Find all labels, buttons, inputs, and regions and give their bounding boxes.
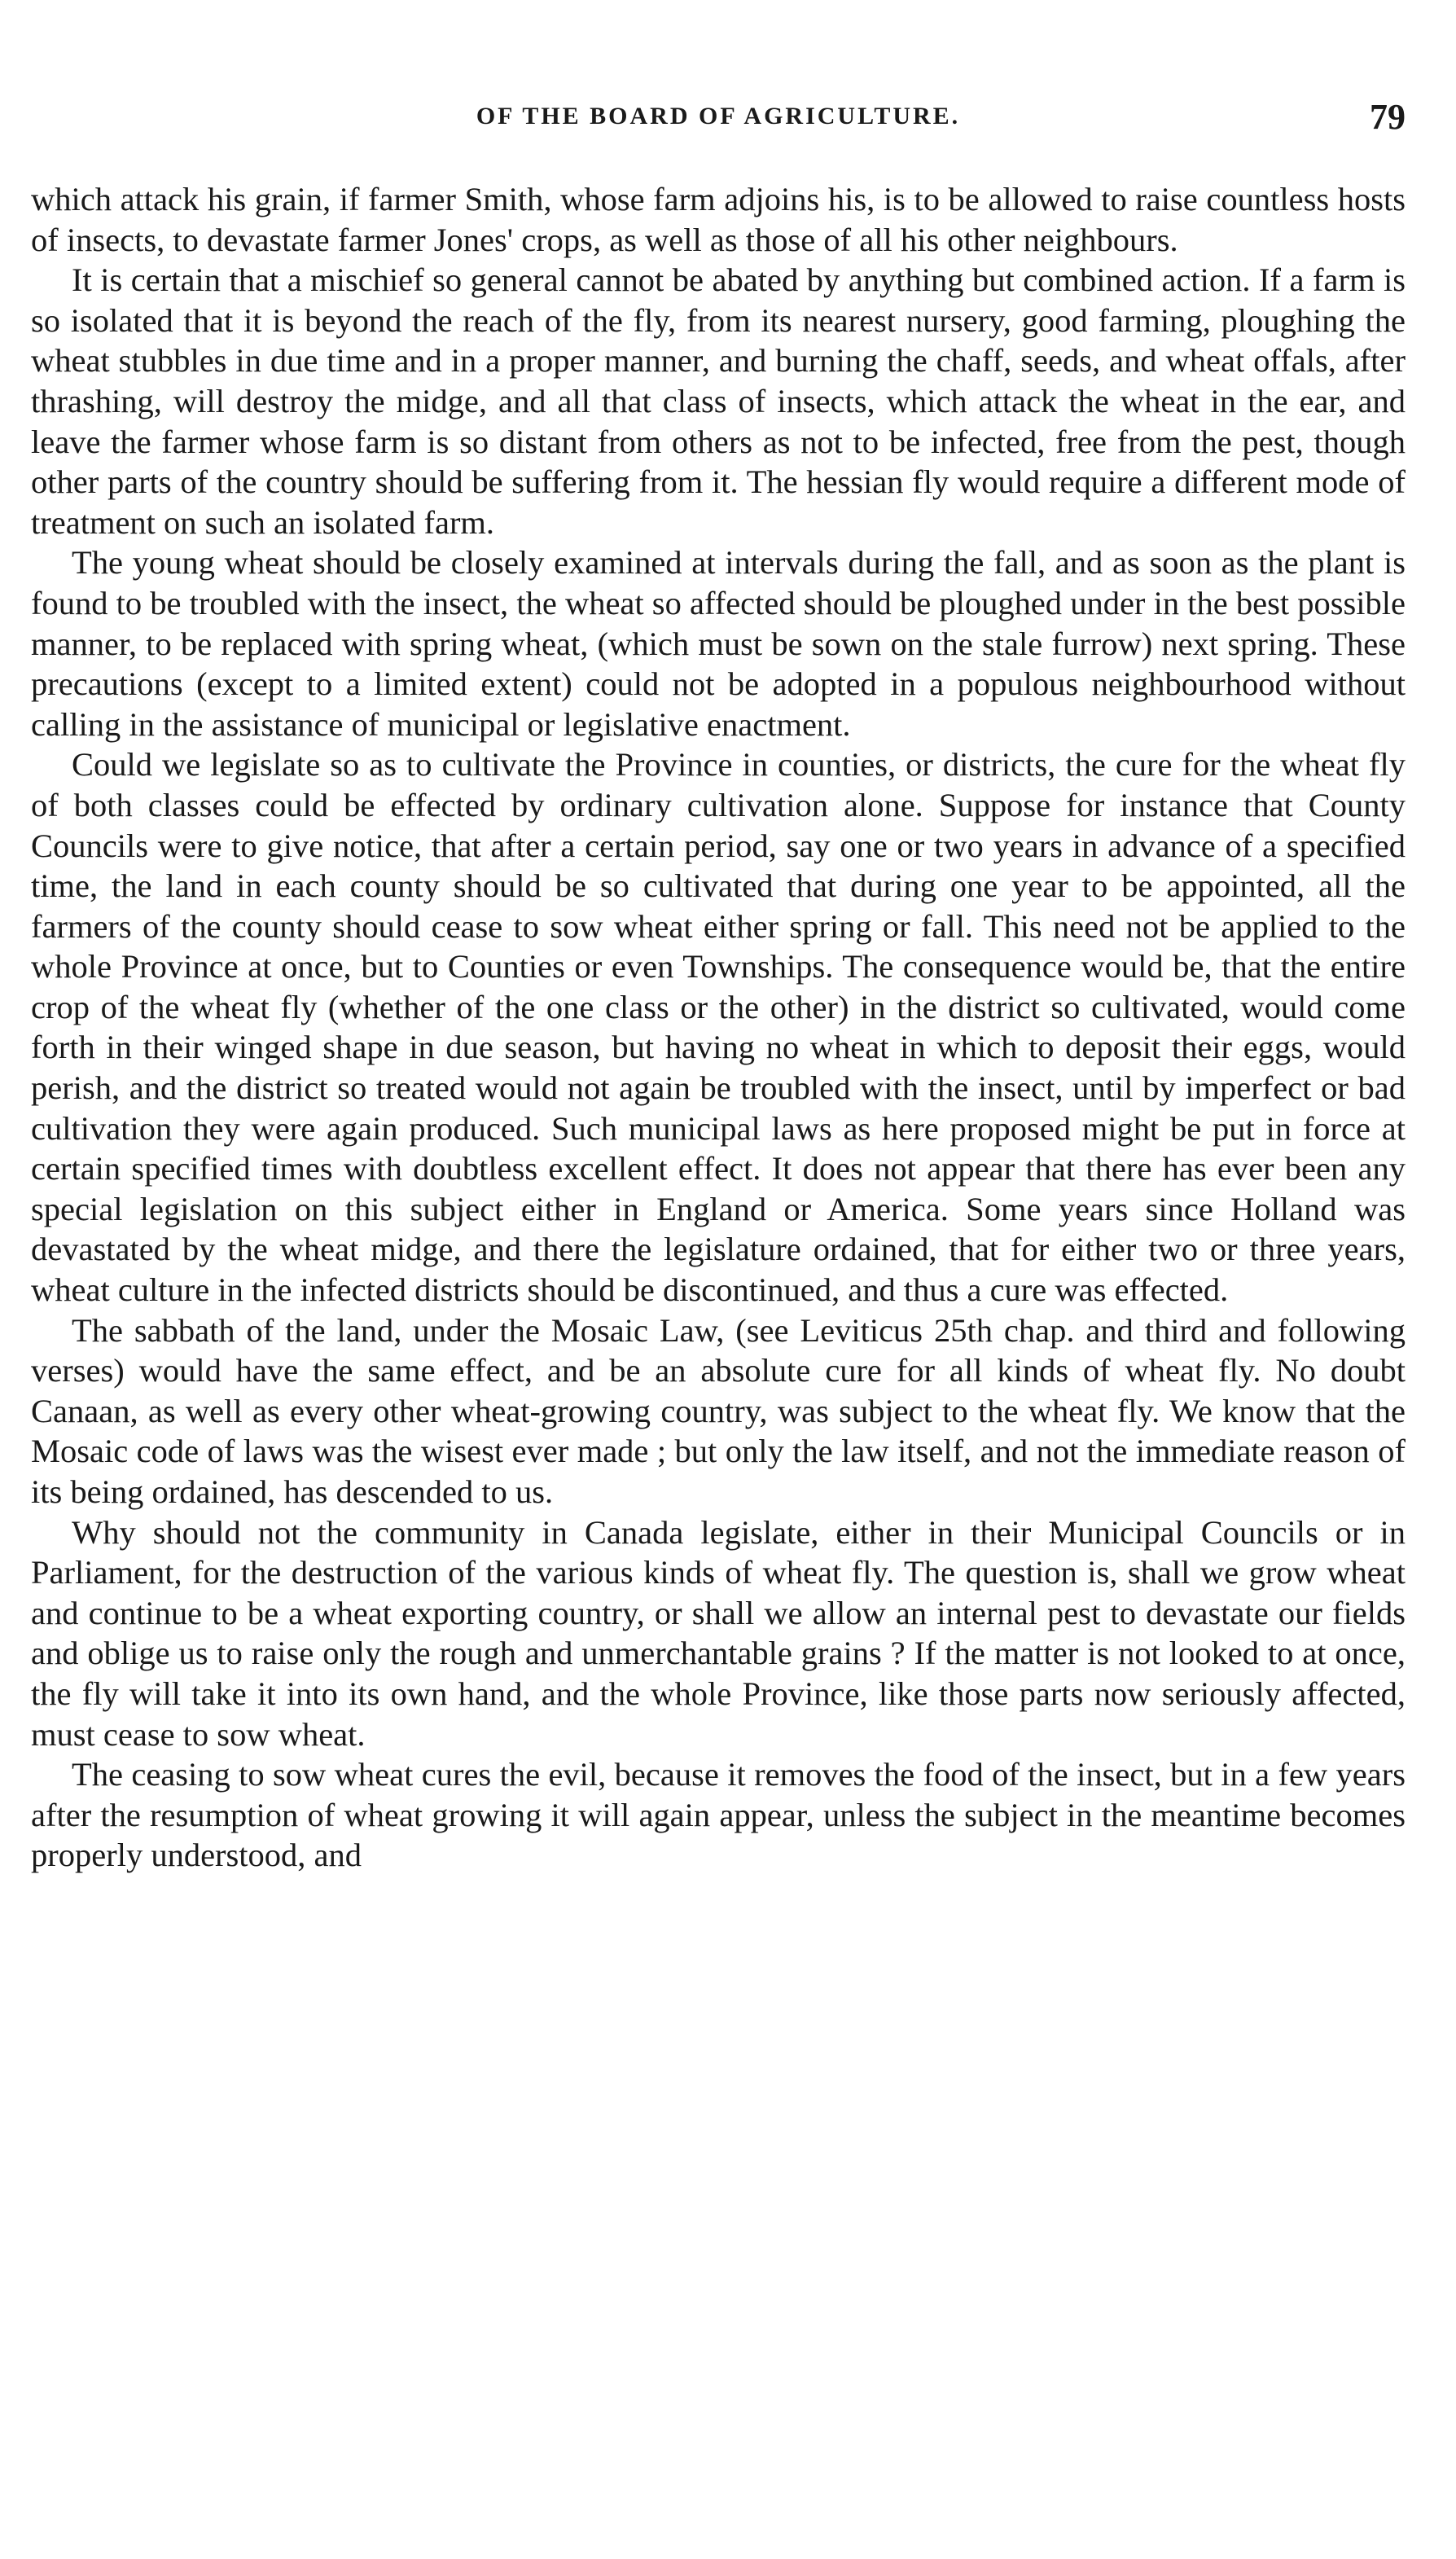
paragraph: Could we legislate so as to cultivate the Province in counties, or districts, the cure for the wheat fly of both classes could be effected by ordinary cultivation alone. Suppose for instance that County Councils were to give notice, that after a certain period, say one or two years in advance of a specified time, the land in each county should be so cultivated that during one year to be appointed, all the farmers of the county should cease to sow wheat either spring or fall. This need not be applied to the whole Province at once, but to Counties or even Townships. The consequence would be, that the entire crop of the wheat fly (whether of the one class or the other) in the district so cultivated, would come forth in their winged shape in due season, but having no wheat in which to deposit their eggs, would perish, and the district so treated would not again be troubled with the insect, until by imperfect or bad cultivation they were again produced. Such municipal laws as here proposed might be put in force at certain specified times with doubtless excellent effect. It does not appear that there has ever been any special legislation on this subject either in England or America. Some years since Holland was devastated by the wheat midge, and there the legislature ordained, that for either two or three years, wheat culture in the infected districts should be discontinued, and thus a cure was effected. — [31, 746, 1406, 1309]
paragraph: The ceasing to sow wheat cures the evil, because it removes the food of the insect, but in a few years after the resumption of wheat growing it will again appear, unless the subject in the meantime becomes properly understood, and — [31, 1756, 1406, 1874]
body-text — [31, 179, 1406, 1876]
paragraph: The sabbath of the land, under the Mosaic Law, (see Leviticus 25th chap. and third and following verses) would have the same effect, and be an absolute cure for all kinds of wheat fly. No doubt Canaan, as well as every other wheat-growing country, was subject to the wheat fly. We know that the Mosaic code of laws was the wisest ever made ; but only the law itself, and not the immediate reason of its being ordained, has descended to us. — [31, 1311, 1406, 1510]
running-head: OF THE BOARD OF AGRICULTURE. — [476, 103, 961, 129]
book-page — [31, 96, 1406, 1876]
paragraph-continuation: which attack his grain, if farmer Smith, whose farm adjoins his, is to be allowed to raise countless hosts of insects, to devastate farmer Jones' crops, as well as those of all his other neighbours. — [31, 181, 1406, 258]
page-header — [31, 96, 1406, 156]
paragraph: The young wheat should be closely examined at intervals during the fall, and as soon as the plant is found to be troubled with the insect, the wheat so affected should be ploughed under in the best possible manner, to be replaced with spring wheat, (which must be sown on the stale furrow) next spring. These precautions (except to a limited extent) could not be adopted in a populous neighbourhood without calling in the assistance of municipal or legislative enactment. — [31, 544, 1406, 743]
paragraph: Why should not the community in Canada legislate, either in their Municipal Councils or in Parliament, for the destruction of the various kinds of wheat fly. The question is, shall we grow wheat and continue to be a wheat exporting country, or shall we allow an internal pest to devastate our fields and oblige us to raise only the rough and unmerchantable grains ? If the matter is not looked to at once, the fly will take it into its own hand, and the whole Province, like those parts now seriously affected, must cease to sow wheat. — [31, 1513, 1406, 1753]
page-number: 79 — [1370, 97, 1406, 137]
paragraph: It is certain that a mischief so general cannot be abated by anything but combined action. If a farm is so isolated that it is beyond the reach of the fly, from its nearest nursery, good farming, ploughing the wheat stubbles in due time and in a proper manner, and burning the chaff, seeds, and wheat offals, after thrashing, will destroy the midge, and all that class of insects, which attack the wheat in the ear, and leave the farmer whose farm is so distant from others as not to be infected, free from the pest, though other parts of the country should be suffering from it. The hessian fly would require a different mode of treatment on such an isolated farm. — [31, 261, 1406, 541]
